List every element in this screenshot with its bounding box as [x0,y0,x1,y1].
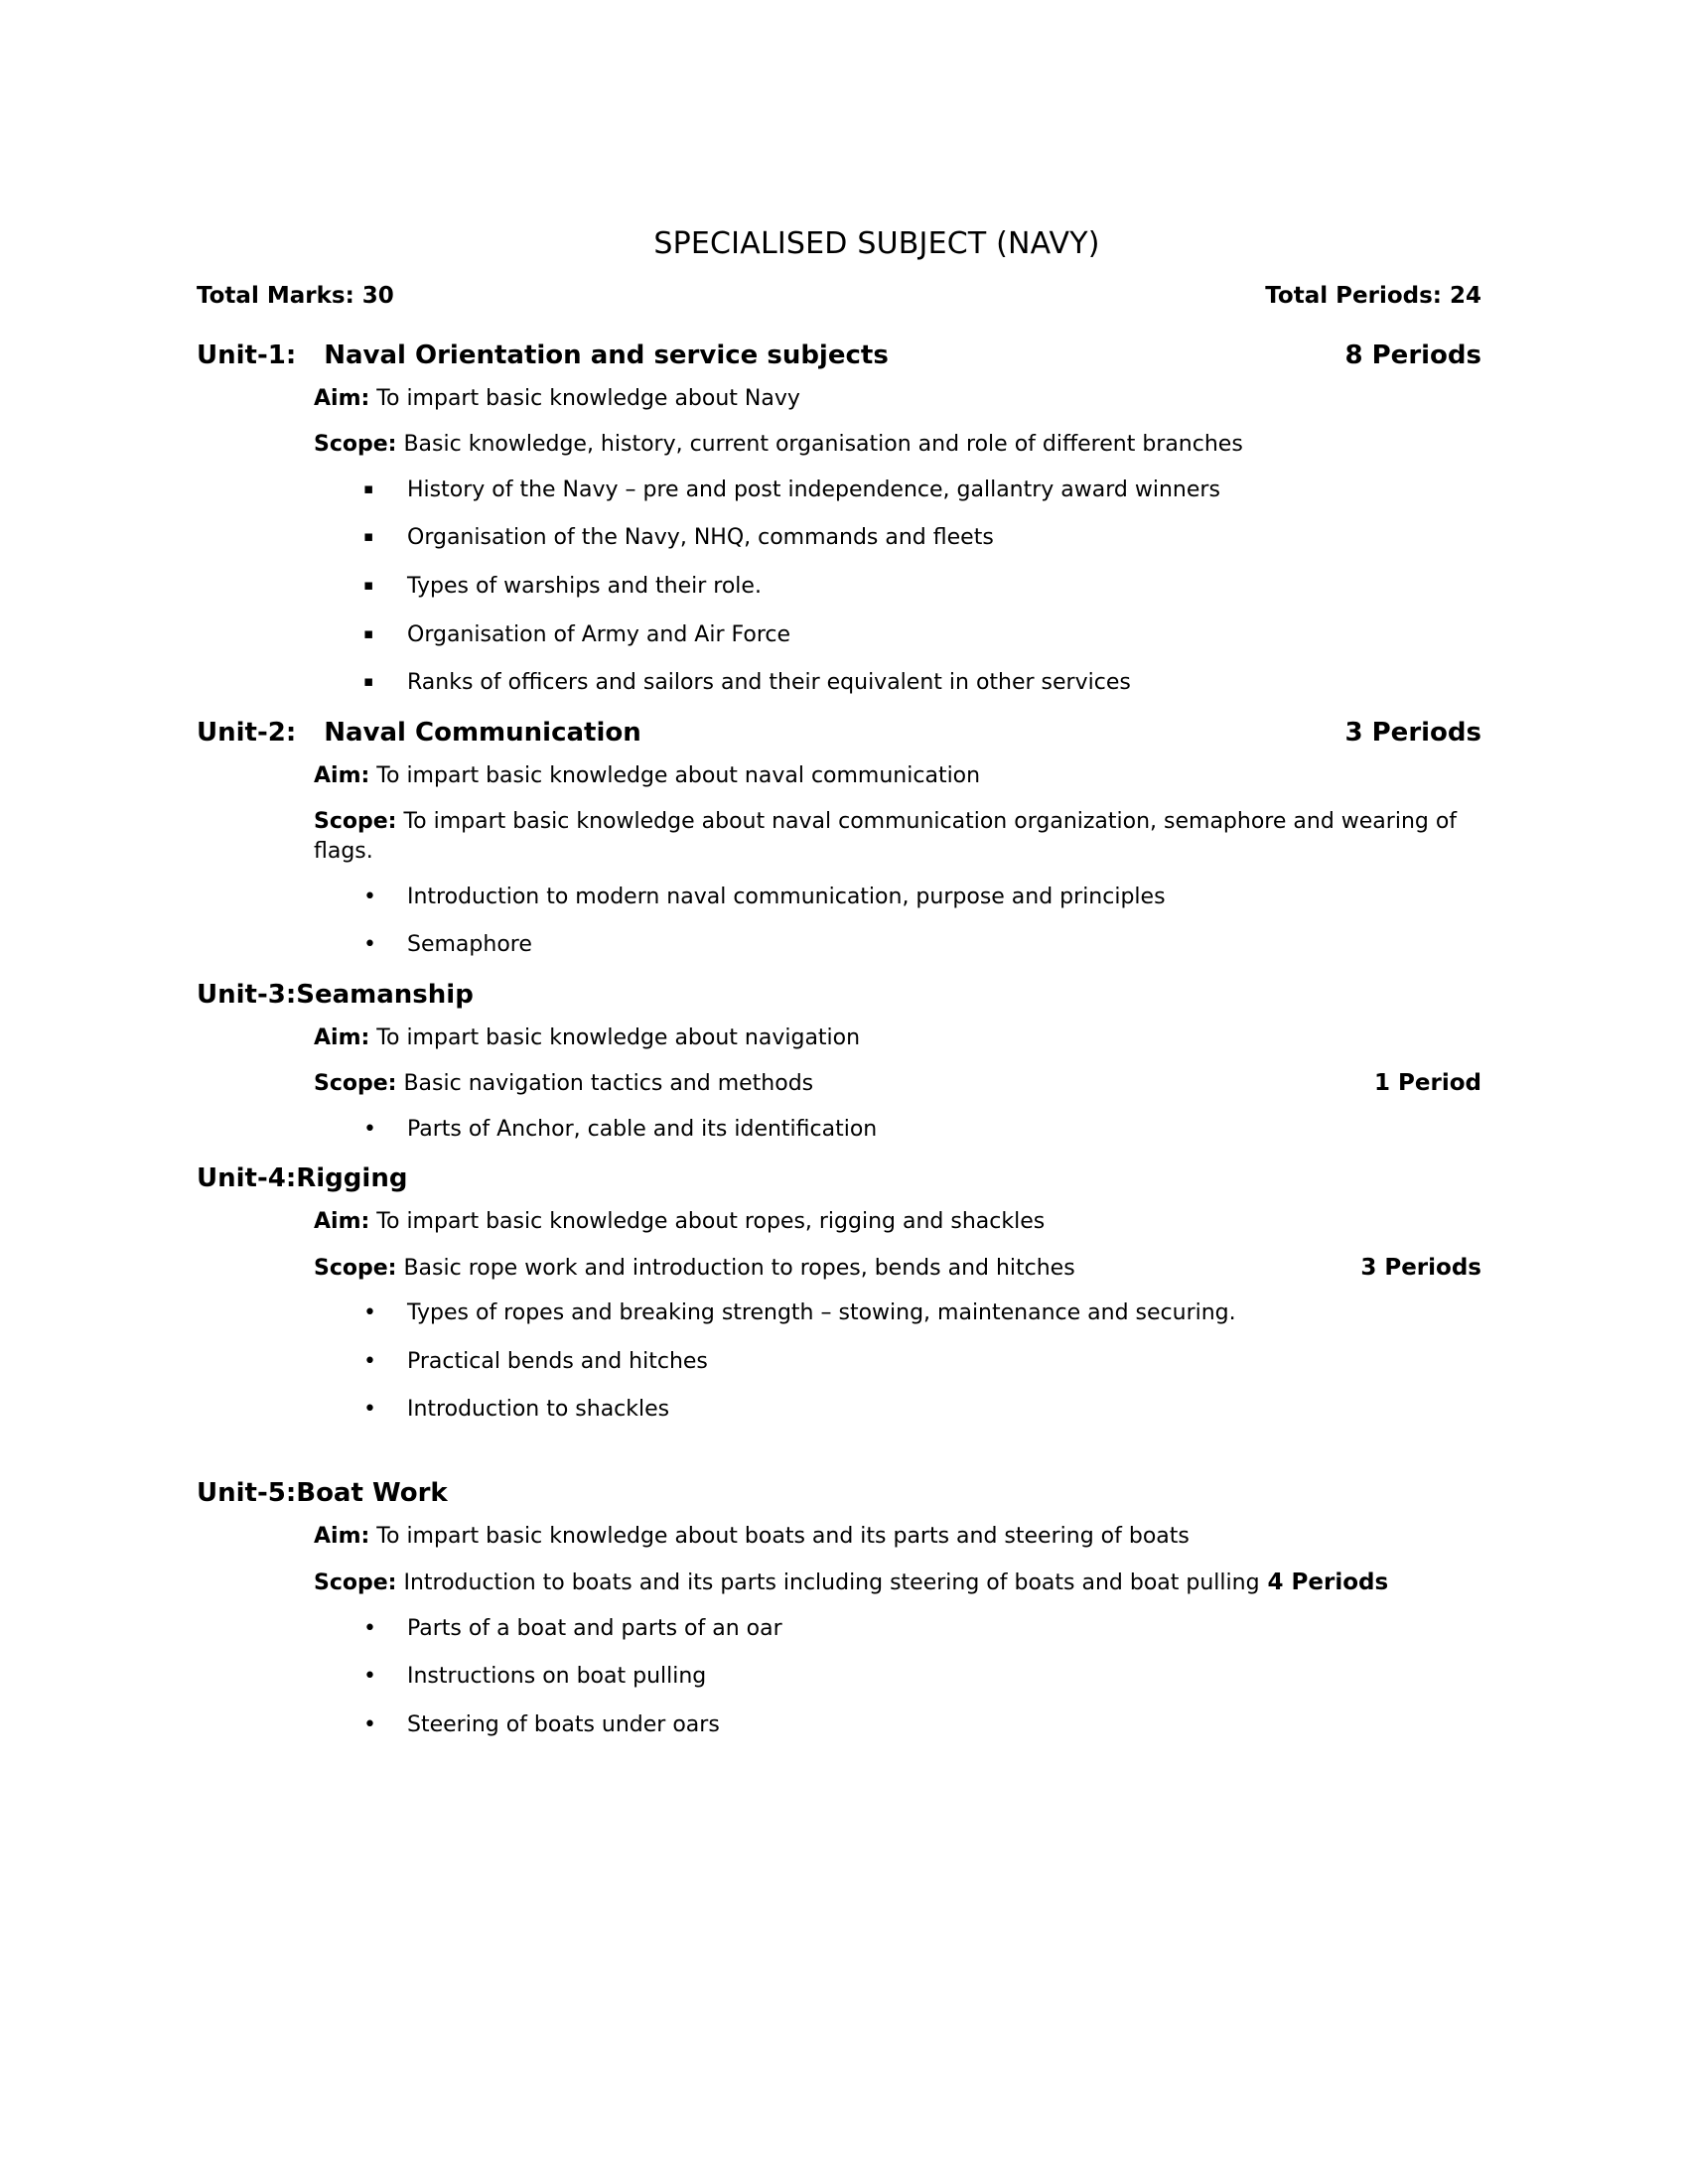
list-item [363,573,1487,602]
unit-scope-1 [197,430,1487,460]
unit-scope-4 [197,1254,1487,1284]
unit-title-3: Seamanship [296,979,474,1010]
unit-aim-body-4 [314,1207,1487,1237]
scope-text-3: Basic navigation tactics and methods [396,1071,814,1097]
aim-text-2: To impart basic knowledge about naval communication [369,762,981,788]
square-bullet-icon: ▪ [363,623,374,642]
unit-scope-body-3 [314,1069,1374,1099]
list-item-text: Steering of boats under oars [407,1712,720,1738]
list-item [363,477,1487,505]
aim-key-2: Aim: [314,762,370,788]
list-item [363,621,1487,650]
list-item [363,931,1487,960]
unit-aim-5 [197,1522,1487,1552]
unit-section-1 [197,341,1487,698]
aim-key-3: Aim: [314,1024,370,1050]
unit-scope-5 [197,1568,1487,1599]
list-item-text: History of the Navy – pre and post independence, gallantry award winners [407,477,1220,502]
round-bullet-icon: • [363,1664,376,1690]
square-bullet-icon: ▪ [363,672,374,691]
aim-key-4: Aim: [314,1209,370,1235]
aim-text-3: To impart basic knowledge about navigation [369,1024,861,1050]
unit-periods-2: 3 Periods [1344,717,1481,748]
unit-aim-4 [197,1207,1487,1237]
unit-aim-3 [197,1024,1487,1053]
aim-text-4: To impart basic knowledge about ropes, rigging and shackles [369,1209,1046,1235]
total-marks-label: Total Marks: 30 [197,283,394,309]
document-content [197,226,1487,1760]
list-item-text: Organisation of the Navy, NHQ, commands and fleets [407,525,994,551]
unit-header-5 [197,1478,1487,1508]
page-title: SPECIALISED SUBJECT (NAVY) [653,226,1100,261]
unit-scope-body-1 [314,430,1487,460]
section-spacer [197,1444,1487,1478]
list-item-text: Introduction to shackles [407,1397,670,1423]
unit-periods-5: 4 Periods [1267,1570,1389,1596]
unit-scope-3 [197,1069,1487,1099]
unit-header-4 [197,1163,1487,1193]
unit-aim-body-5 [314,1522,1487,1552]
unit-label-1: Unit-1: [197,341,297,370]
round-bullet-icon: • [363,1299,376,1325]
unit-bullet-list-4 [197,1299,1487,1425]
square-bullet-icon: ▪ [363,478,374,497]
unit-periods-4: 3 Periods [1360,1254,1481,1281]
list-item-text: Types of ropes and breaking strength – stowing, maintenance and securing. [407,1299,1236,1325]
square-bullet-icon: ▪ [363,527,374,546]
scope-key-1: Scope: [314,432,397,458]
scope-text-2: To impart basic knowledge about naval communication organization, semaphore and wearing of flags. [314,809,1458,865]
square-bullet-icon: ▪ [363,575,374,594]
list-item [363,1348,1487,1377]
unit-label-3: Unit-3: [197,979,297,1010]
unit-aim-1 [197,384,1487,414]
aim-key-5: Aim: [314,1523,370,1549]
round-bullet-icon: • [363,1348,376,1374]
list-item [363,1396,1487,1425]
list-item-text: Instructions on boat pulling [407,1664,707,1690]
aim-key-1: Aim: [314,386,370,411]
round-bullet-icon: • [363,932,376,958]
unit-title-5: Boat Work [296,1477,448,1508]
unit-title-2: Naval Communication [324,717,641,748]
scope-key-5: Scope: [314,1570,397,1596]
list-item [363,1663,1487,1692]
list-item-text: Ranks of officers and sailors and their equivalent in other services [407,670,1131,696]
unit-periods-3: 1 Period [1374,1070,1481,1097]
unit-bullet-list-3 [197,1116,1487,1145]
unit-label-4: Unit-4: [197,1163,297,1194]
list-item-text: Organisation of Army and Air Force [407,621,791,647]
scope-key-2: Scope: [314,809,397,835]
unit-periods-1: 8 Periods [1344,341,1481,370]
unit-scope-body-5 [314,1568,1487,1599]
list-item-text: Types of warships and their role. [407,573,762,599]
scope-text-1: Basic knowledge, history, current organisation and role of different branches [396,432,1243,458]
unit-scope-2 [197,807,1487,868]
unit-header-1 [197,341,1487,370]
round-bullet-icon: • [363,1397,376,1423]
unit-title-4: Rigging [296,1163,408,1194]
unit-bullet-list-2 [197,884,1487,960]
scope-text-5: Introduction to boats and its parts including steering of boats and boat pulling [396,1570,1260,1596]
list-item [363,1615,1487,1644]
unit-aim-body-2 [314,761,1487,791]
list-item-text: Parts of Anchor, cable and its identification [407,1116,878,1142]
list-item-text: Introduction to modern naval communication, purpose and principles [407,884,1166,909]
round-bullet-icon: • [363,884,376,909]
unit-section-2 [197,718,1487,960]
unit-bullet-list-5 [197,1615,1487,1740]
round-bullet-icon: • [363,1116,376,1142]
list-item-text: Parts of a boat and parts of an oar [407,1615,782,1641]
unit-section-5 [197,1478,1487,1740]
list-item [363,1711,1487,1740]
unit-title-1: Naval Orientation and service subjects [324,341,889,370]
aim-text-1: To impart basic knowledge about Navy [369,386,800,411]
unit-header-3 [197,980,1487,1010]
document-meta-row [197,283,1487,309]
unit-aim-2 [197,761,1487,791]
total-periods-label: Total Periods: 24 [1265,283,1481,309]
scope-text-4: Basic rope work and introduction to ropes, bends and hitches [396,1255,1075,1281]
unit-scope-body-4 [314,1254,1360,1284]
list-item [363,669,1487,698]
unit-scope-body-2 [314,807,1487,868]
list-item [363,884,1487,912]
unit-header-2 [197,718,1487,748]
round-bullet-icon: • [363,1712,376,1738]
list-item-text: Semaphore [407,932,532,958]
unit-aim-body-1 [314,384,1487,414]
unit-section-3 [197,980,1487,1144]
unit-aim-body-3 [314,1024,1487,1053]
unit-label-2: Unit-2: [197,717,297,748]
scope-key-4: Scope: [314,1255,397,1281]
aim-text-5: To impart basic knowledge about boats and its parts and steering of boats [369,1523,1190,1549]
list-item-text: Practical bends and hitches [407,1348,708,1374]
list-item [363,1299,1487,1328]
list-item [363,1116,1487,1145]
unit-bullet-list-1 [197,477,1487,698]
round-bullet-icon: • [363,1615,376,1641]
unit-section-4 [197,1163,1487,1425]
unit-label-5: Unit-5: [197,1477,297,1508]
scope-key-3: Scope: [314,1071,397,1097]
list-item [363,524,1487,553]
